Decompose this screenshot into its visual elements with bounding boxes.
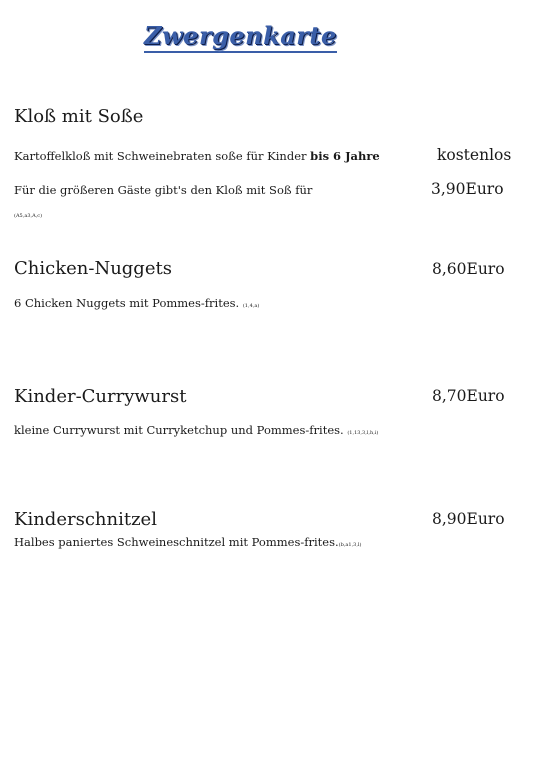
currywurst-allergens: (1,13,3,l,h,i): [347, 430, 379, 436]
kinderschnitzel-description-text: Halbes paniertes Schweineschnitzel mit Pommes-frites.: [14, 535, 339, 549]
currywurst-price: 8,70Euro: [432, 387, 505, 405]
section-heading-currywurst: Kinder-Currywurst: [14, 386, 187, 407]
kinderschnitzel-allergens: (b,a1,3,l): [338, 542, 362, 548]
kloss-description: [14, 149, 380, 163]
kloss-description-text: Kartoffelkloß mit Schweinebraten soße für Kinder: [14, 149, 311, 163]
section-heading-kinderschnitzel: Kinderschnitzel: [14, 509, 157, 530]
kloss-adult-description: Für die größeren Gäste gibt's den Kloß mit Soß für: [14, 183, 313, 197]
chicken-nuggets-price: 8,60Euro: [432, 260, 505, 278]
kloss-price-adult: 3,90Euro: [431, 180, 504, 198]
kloss-price-kids: kostenlos: [437, 146, 512, 164]
currywurst-description-text: kleine Currywurst mit Curryketchup und Pommes-frites.: [14, 423, 344, 437]
chicken-nuggets-allergens: (1,4,a): [242, 303, 260, 309]
currywurst-description: [14, 423, 378, 437]
kloss-age-limit: bis 6 Jahre: [310, 149, 380, 163]
chicken-nuggets-description: [14, 296, 259, 310]
section-heading-kloss: Kloß mit Soße: [14, 106, 144, 127]
kloss-allergens: (A5,a3,A,c): [14, 213, 43, 219]
page-title: Zwergenkarte: [144, 22, 337, 53]
section-heading-chicken-nuggets: Chicken-Nuggets: [14, 258, 172, 279]
kinderschnitzel-description: [14, 535, 361, 549]
chicken-nuggets-description-text: 6 Chicken Nuggets mit Pommes-frites.: [14, 296, 240, 310]
kinderschnitzel-price: 8,90Euro: [432, 510, 505, 528]
